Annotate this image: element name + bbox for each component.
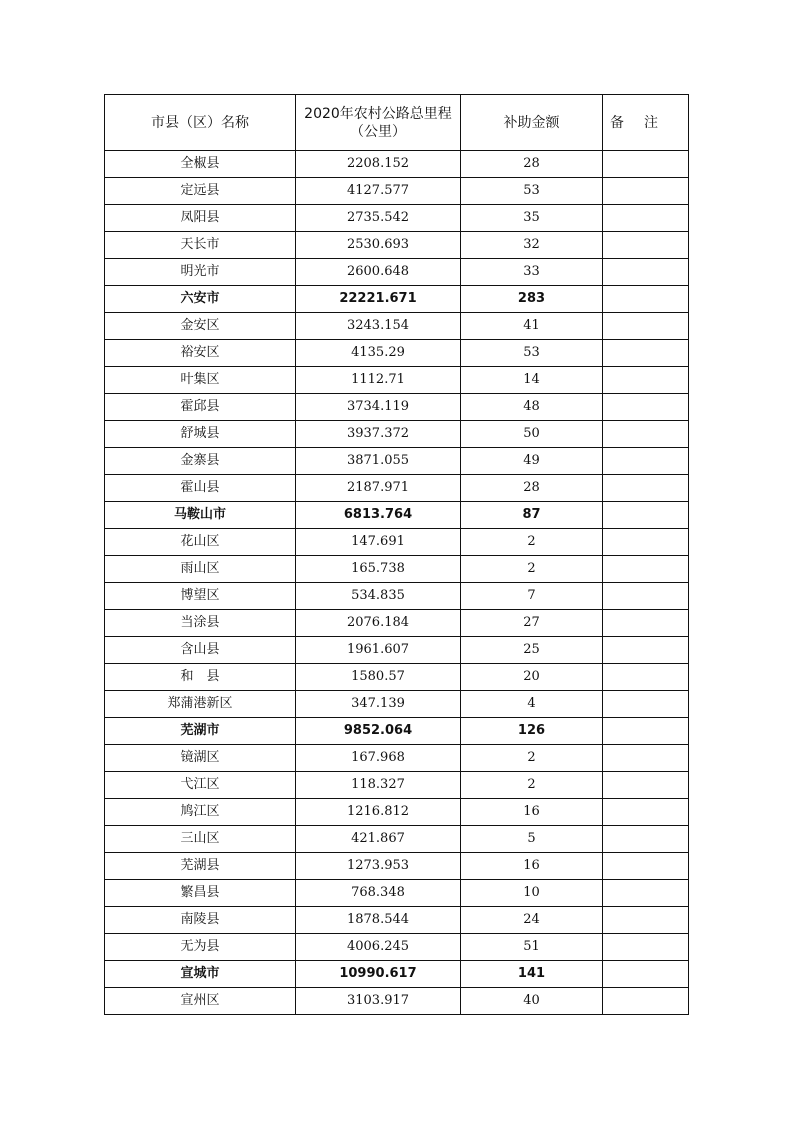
subsidy-table: [104, 94, 689, 1015]
cell-remark: [603, 718, 689, 745]
cell-subsidy: 27: [461, 610, 603, 637]
cell-mileage: 1878.544: [296, 907, 461, 934]
cell-mileage: 3871.055: [296, 448, 461, 475]
cell-subsidy: 40: [461, 988, 603, 1015]
table-row: [105, 610, 689, 637]
cell-remark: [603, 907, 689, 934]
cell-remark: [603, 502, 689, 529]
cell-subsidy: 87: [461, 502, 603, 529]
cell-mileage: 3103.917: [296, 988, 461, 1015]
cell-subsidy: 2: [461, 772, 603, 799]
table-row: [105, 799, 689, 826]
cell-name: 裕安区: [105, 340, 296, 367]
cell-remark: [603, 799, 689, 826]
table-row: [105, 529, 689, 556]
cell-name: 舒城县: [105, 421, 296, 448]
cell-remark: [603, 583, 689, 610]
cell-remark: [603, 826, 689, 853]
cell-name: 六安市: [105, 286, 296, 313]
cell-subsidy: 20: [461, 664, 603, 691]
cell-subsidy: 28: [461, 475, 603, 502]
table-row: [105, 691, 689, 718]
cell-subsidy: 16: [461, 853, 603, 880]
table-row: [105, 340, 689, 367]
cell-remark: [603, 691, 689, 718]
cell-mileage: 1216.812: [296, 799, 461, 826]
cell-subsidy: 2: [461, 745, 603, 772]
cell-mileage: 4006.245: [296, 934, 461, 961]
cell-mileage: 3243.154: [296, 313, 461, 340]
table-row: [105, 421, 689, 448]
cell-name: 芜湖市: [105, 718, 296, 745]
table-row: [105, 475, 689, 502]
cell-remark: [603, 556, 689, 583]
cell-name: 金安区: [105, 313, 296, 340]
cell-remark: [603, 178, 689, 205]
table-row: [105, 313, 689, 340]
table-row: [105, 934, 689, 961]
cell-mileage: 10990.617: [296, 961, 461, 988]
cell-mileage: 147.691: [296, 529, 461, 556]
cell-remark: [603, 475, 689, 502]
cell-remark: [603, 853, 689, 880]
cell-mileage: 3937.372: [296, 421, 461, 448]
table-row: [105, 151, 689, 178]
cell-remark: [603, 961, 689, 988]
cell-remark: [603, 259, 689, 286]
table-row: [105, 394, 689, 421]
cell-name: 天长市: [105, 232, 296, 259]
table-row: [105, 232, 689, 259]
cell-remark: [603, 340, 689, 367]
cell-subsidy: 41: [461, 313, 603, 340]
cell-mileage: 22221.671: [296, 286, 461, 313]
cell-remark: [603, 772, 689, 799]
cell-mileage: 347.139: [296, 691, 461, 718]
table-row: [105, 826, 689, 853]
table-row: [105, 178, 689, 205]
cell-name: 宣城市: [105, 961, 296, 988]
cell-name: 凤阳县: [105, 205, 296, 232]
cell-mileage: 3734.119: [296, 394, 461, 421]
cell-subsidy: 10: [461, 880, 603, 907]
table-row: [105, 853, 689, 880]
cell-mileage: 1273.953: [296, 853, 461, 880]
table-body: [105, 151, 689, 1015]
cell-name: 郑蒲港新区: [105, 691, 296, 718]
cell-subsidy: 53: [461, 340, 603, 367]
cell-name: 宣州区: [105, 988, 296, 1015]
cell-subsidy: 25: [461, 637, 603, 664]
cell-remark: [603, 448, 689, 475]
cell-mileage: 4135.29: [296, 340, 461, 367]
header-row: [105, 95, 689, 151]
table-row: [105, 637, 689, 664]
cell-remark: [603, 232, 689, 259]
table-row: [105, 367, 689, 394]
cell-mileage: 167.968: [296, 745, 461, 772]
cell-remark: [603, 637, 689, 664]
cell-name: 花山区: [105, 529, 296, 556]
cell-name: 繁昌县: [105, 880, 296, 907]
table-row: [105, 205, 689, 232]
table-row: [105, 664, 689, 691]
cell-mileage: 1112.71: [296, 367, 461, 394]
cell-remark: [603, 205, 689, 232]
cell-subsidy: 7: [461, 583, 603, 610]
cell-remark: [603, 313, 689, 340]
header-subsidy: 补助金额: [461, 95, 603, 151]
cell-mileage: 9852.064: [296, 718, 461, 745]
cell-name: 霍邱县: [105, 394, 296, 421]
cell-mileage: 421.867: [296, 826, 461, 853]
cell-remark: [603, 934, 689, 961]
cell-subsidy: 32: [461, 232, 603, 259]
cell-subsidy: 35: [461, 205, 603, 232]
cell-mileage: 534.835: [296, 583, 461, 610]
cell-name: 明光市: [105, 259, 296, 286]
cell-subsidy: 28: [461, 151, 603, 178]
cell-mileage: 768.348: [296, 880, 461, 907]
city-row: [105, 718, 689, 745]
city-row: [105, 961, 689, 988]
cell-name: 含山县: [105, 637, 296, 664]
city-row: [105, 502, 689, 529]
cell-remark: [603, 529, 689, 556]
cell-remark: [603, 664, 689, 691]
cell-mileage: 118.327: [296, 772, 461, 799]
cell-name: 南陵县: [105, 907, 296, 934]
cell-subsidy: 4: [461, 691, 603, 718]
city-row: [105, 286, 689, 313]
cell-remark: [603, 745, 689, 772]
cell-mileage: 4127.577: [296, 178, 461, 205]
cell-subsidy: 51: [461, 934, 603, 961]
cell-subsidy: 14: [461, 367, 603, 394]
header-remark: 备注: [603, 95, 689, 151]
cell-mileage: 165.738: [296, 556, 461, 583]
cell-subsidy: 126: [461, 718, 603, 745]
cell-name: 无为县: [105, 934, 296, 961]
cell-name: 当涂县: [105, 610, 296, 637]
cell-mileage: 1961.607: [296, 637, 461, 664]
cell-subsidy: 53: [461, 178, 603, 205]
header-name: 市县（区）名称: [105, 95, 296, 151]
cell-name: 芜湖县: [105, 853, 296, 880]
table-row: [105, 583, 689, 610]
cell-subsidy: 49: [461, 448, 603, 475]
cell-mileage: 2530.693: [296, 232, 461, 259]
cell-name: 和 县: [105, 664, 296, 691]
table-row: [105, 259, 689, 286]
cell-remark: [603, 394, 689, 421]
table-row: [105, 880, 689, 907]
cell-remark: [603, 367, 689, 394]
cell-name: 镜湖区: [105, 745, 296, 772]
cell-name: 鸠江区: [105, 799, 296, 826]
cell-remark: [603, 421, 689, 448]
cell-name: 博望区: [105, 583, 296, 610]
cell-name: 霍山县: [105, 475, 296, 502]
cell-mileage: 2600.648: [296, 259, 461, 286]
cell-remark: [603, 988, 689, 1015]
cell-remark: [603, 880, 689, 907]
table-row: [105, 772, 689, 799]
table-row: [105, 448, 689, 475]
cell-subsidy: 5: [461, 826, 603, 853]
cell-remark: [603, 286, 689, 313]
cell-subsidy: 2: [461, 529, 603, 556]
cell-mileage: 2735.542: [296, 205, 461, 232]
header-mileage: 2020年农村公路总里程（公里）: [296, 95, 461, 151]
table-row: [105, 745, 689, 772]
table-row: [105, 988, 689, 1015]
cell-name: 叶集区: [105, 367, 296, 394]
cell-subsidy: 33: [461, 259, 603, 286]
cell-mileage: 2208.152: [296, 151, 461, 178]
cell-mileage: 1580.57: [296, 664, 461, 691]
cell-mileage: 6813.764: [296, 502, 461, 529]
cell-subsidy: 141: [461, 961, 603, 988]
cell-subsidy: 16: [461, 799, 603, 826]
cell-subsidy: 283: [461, 286, 603, 313]
cell-name: 三山区: [105, 826, 296, 853]
cell-subsidy: 24: [461, 907, 603, 934]
cell-name: 雨山区: [105, 556, 296, 583]
table-row: [105, 556, 689, 583]
cell-remark: [603, 151, 689, 178]
table-row: [105, 907, 689, 934]
cell-subsidy: 48: [461, 394, 603, 421]
cell-subsidy: 50: [461, 421, 603, 448]
cell-mileage: 2076.184: [296, 610, 461, 637]
cell-remark: [603, 610, 689, 637]
cell-name: 全椒县: [105, 151, 296, 178]
cell-mileage: 2187.971: [296, 475, 461, 502]
cell-name: 马鞍山市: [105, 502, 296, 529]
cell-name: 定远县: [105, 178, 296, 205]
cell-subsidy: 2: [461, 556, 603, 583]
cell-name: 金寨县: [105, 448, 296, 475]
cell-name: 弋江区: [105, 772, 296, 799]
